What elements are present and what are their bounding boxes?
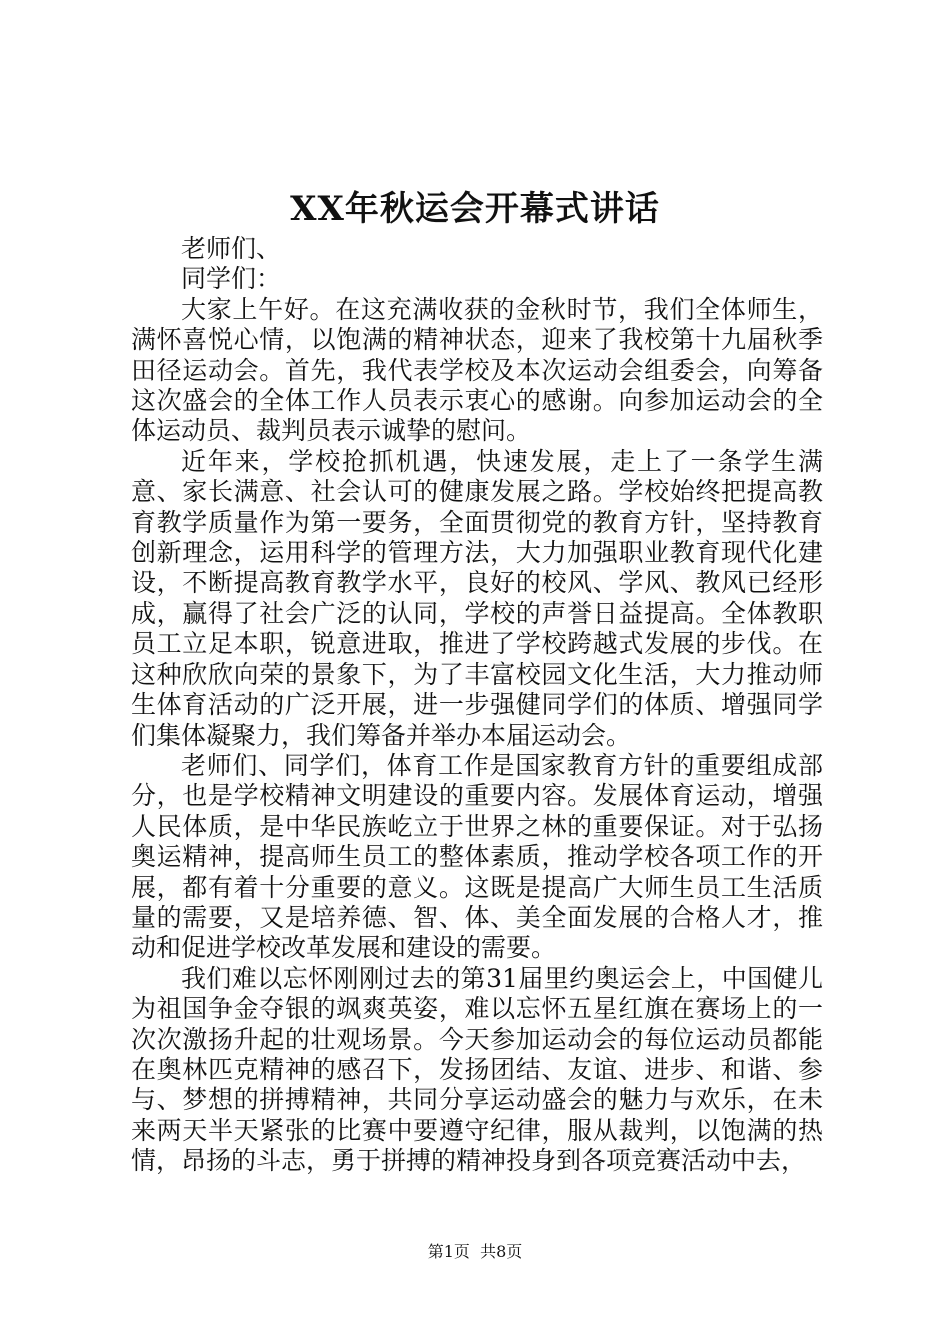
paragraph-school-development: 近年来，学校抢抓机遇，快速发展，走上了一条学生满意、家长满意、社会认可的健康发展之路。学校始终把提高教育教学质量作为第一要务，全面贯彻党的教育方针，坚持教育创新理念，运用科学的管理方法，大力加强职业教育现代化建设，不断提高教育教学水平，良好的校风、学风、教风已经形成，赢得了社会广泛的认同，学校的声誉日益提高。全体教职员工立足本职，锐意进取，推进了学校跨越式发展的步伐。在这种欣欣向荣的景象下，为了丰富校园文化生活，大力推动师生体育活动的广泛开展，进一步强健同学们的体质、增强同学们集体凝聚力，我们筹备并举办本届运动会。 [131,446,823,750]
document-title: XX年秋运会开幕式讲话 [290,189,660,229]
paragraph-greeting: 大家上午好。在这充满收获的金秋时节，我们全体师生，满怀喜悦心情，以饱满的精神状态，迎来了我校第十九届秋季田径运动会。首先，我代表学校及本次运动会组委会，向筹备这次盛会的全体工作人员表示衷心的感谢。向参加运动会的全体运动员、裁判员表示诚挚的慰问。 [131,294,823,446]
salutation-teachers: 老师们、 [181,234,282,263]
page-total: 共8页 [480,1242,523,1261]
page-number: 第1页 [427,1242,470,1261]
page-footer [0,1240,950,1264]
paragraph-sports-importance: 老师们、同学们，体育工作是国家教育方针的重要组成部分，也是学校精神文明建设的重要内容。发展体育运动，增强人民体质，是中华民族屹立于世界之林的重要保证。对于弘扬奥运精神，提高师生员工的整体素质，推动学校各项工作的开展，都有着十分重要的意义。这既是提高广大师生员工生活质量的需要，又是培养德、智、体、美全面发展的合格人才，推动和促进学校改革发展和建设的需要。 [131,750,823,963]
paragraph-olympic-spirit: 我们难以忘怀刚刚过去的第31届里约奥运会上，中国健儿为祖国争金夺银的飒爽英姿，难以忘怀五星红旗在赛场上的一次次激扬升起的壮观场景。今天参加运动会的每位运动员都能在奥林匹克精神的感召下，发扬团结、友谊、进步、和谐、参与、梦想的拼搏精神，共同分享运动盛会的魅力与欢乐，在未来两天半天紧张的比赛中要遵守纪律，服从裁判，以饱满的热情，昂扬的斗志，勇于拼搏的精神投身到各项竞赛活动中去， [131,963,823,1176]
salutation-students: 同学们： [181,264,282,294]
document-body [131,234,823,1177]
